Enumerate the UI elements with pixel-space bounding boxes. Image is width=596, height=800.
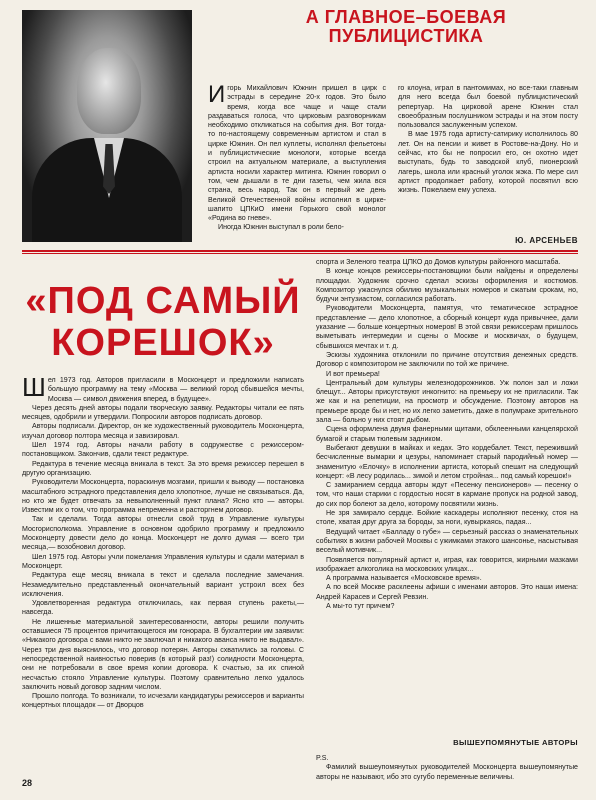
paragraph: спорта и Зеленого театра ЦПКО до Домов культуры районного масштаба. [316,258,561,266]
main-article-column-1 [22,372,304,711]
paragraph: А программа называется «Московское время». [326,574,482,583]
section-divider-thin [22,253,578,254]
page-number: 28 [22,778,33,788]
top-title-line1: А ГЛАВНОЕ–БОЕВАЯ [305,7,507,27]
paragraph: Авторы подписали. Директор, он же художественный руководитель Москонцерта, изучал договор полтора месяца и завизировал. [22,422,304,440]
main-article-column-2 [316,258,578,611]
paragraph: И вот премьера! [326,369,380,378]
portrait-head [77,48,141,134]
paragraph: Так и сделали. Тогда авторы отнесли свой труд в Управление культуры Мосгорисполкома. Управление в основном одобрило программу и предложило Москонцерту довести дело до конца. Москонцерт не долго думая — всего три месяца,— возобновил договор. [22,515,304,552]
top-title-line2: ПУБЛИЦИСТИКА [328,26,484,46]
paragraph: В конце концов режиссеры-постановщики были найдены и определены площадки. Художник срочно сделал эскизы оформления и костюмов. Композитор ужаснулся обилию музыкальных номеров и сжатым срокам, но, будучи энтузиастом, согласился работать. [316,267,578,304]
paragraph: Шел 1975 год. Авторы учли пожелания Управления культуры и сдали материал в Москонцерт. [22,552,304,570]
paragraph: Выбегают девушки в майках и кедах. Это кордебалет. Текст, переживший бесчисленные вымарки и цезуры, напоминает старый пародийный номер — знаменитую «Елочку» в исполнении артиста, который спешит на следующий концерт: «В лесу родилась... зимой и летом стройная... под самый корешок!» [316,443,578,480]
ps-text: Фамилий вышеупомянутых руководителей Москонцерта вышеупомянутые авторы не называют, ибо это сугубо переменные величины. [316,763,578,781]
paragraph: Шел 1973 год. Авторов пригласили в Москонцерт и предложили написать большую программу на тему «Москва — великий город сбывшейся мечты, Москва — символ движения вперед, в будущее». [22,372,304,403]
paragraph: Игорь Михайлович Южнин пришел в цирк с эстрады в середине 20-х годов. Это было время, когда все чаще и чаще стали раздаваться голоса, что цирковым разговорникам необходимо откликаться на события дня. Вот тогда-то по-настоящему современным артистом и стал в цирке Южнин. Он пел куплеты, исполнял фельетоны и публицистические монологи, которые всегда строил на актуальном материале, а выступления артиста носили характер митинга. Южнин говорил о том, чем дышали в те дни газеты, чем жила вся страна, весь народ. Так он в первый же день Великой Отечественной войны исполнил в цирке-шапито ЦПКиО имени Горького свой монолог «Родина во гневе». [208,81,386,223]
main-article-title: «ПОД САМЫЙ КОРЕШОК» [25,280,301,364]
paragraph: Центральный дом культуры железнодорожников. Уж полон зал и ложи блещут... Авторы присутствуют инкогнито: на премьеру их не пригласили. Так же как и на репетиции, на просмотр и обсуждение. Поэтому авторов на премьере вроде бы и нет, но их легко заметить, даже в полумраке зрительного зала — больно у них стоят дыбом. [316,378,578,425]
paragraph: го клоуна, играл в пантомимах, но все-таки главным для него всегда был боевой публицистический репертуар. На цирковой арене Южнин стал своеобразным послушником эстрады и на этом посту пользовался заслуженным успехом. [398,84,578,130]
paragraph: С замиранием сердца авторы ждут «Песенку пенсионеров» — песенку о том, что наши старики с гордостью носят в кармане пропуск на родной завод, до сих пор болеют за дело, которому посвятили жизнь. [316,481,578,508]
paragraph: Иногда Южнин выступал в роли бело- [218,223,344,232]
paragraph: А мы-то тут причем? [326,601,395,610]
paragraph: Сцена оформлена двумя фанерными щитами, обклеенными канцелярской бумагой и старым тюлевым задником. [316,425,578,443]
paragraph: Редактура в течение месяца вникала в текст. За это время режиссер перешел в другую организацию. [22,459,304,477]
top-article-title [226,8,586,46]
postscript [316,754,578,782]
paragraph: Появляется популярный артист и, играя, как говорится, жирными мазками изображает алкоголика на московских улицах... [316,555,578,573]
paragraph: А по всей Москве расклеены афиши с именами авторов. Это наши имена: Андрей Карасев и Сергей Ревзин. [316,583,578,601]
paragraph: Не зря замирало сердце. Бойкие каскадеры исполняют песенку, стоя на столе, хватая друг друга за бороды, за ноги, кувыркаясь, падая... [316,509,578,527]
paragraph: Ведущий читает «Балладу о губе» — серьезный рассказ о знаменательных событиях в жизни рабочей Москвы с ужимками этакого шансонье, насыстывая веселый мотивчик... [316,527,578,555]
drop-cap: И [208,81,226,108]
portrait-photo [22,10,192,242]
paragraph: В мае 1975 года артисту-сатирику исполнилось 80 лет. Он на пенсии и живет в Ростове-на-Дону. Но и сейчас, кто бы не попросил его, он охотно идет выступать, будь то заводской клуб, пионерский лагерь, школа или красный уголок жэка. По мере сил артист продолжает работу, которой посвятил всю жизнь. Пожелаем ему успеха. [398,130,578,195]
paragraph: Прошло полгода. То возникали, то исчезали кандидатуры режиссеров и варианты концертных площадок — от Дворцов [22,692,304,710]
paragraph: Удовлетворенная редактура отключилась, как первая ступень ракеты,— навсегда. [22,599,304,617]
authors-signature: ВЫШЕУПОМЯНУТЫЕ АВТОРЫ [453,738,578,747]
paragraph: Руководители Москонцерта, пораскинув мозгами, пришли к выводу — постановка масштабного эстрадного представления дело хлопотное, лучше не связываться. Да, но кто же будет отвечать за невыполненный пункт плана? Ясно кто — авторы. Известим их о том, что программа непременна и расторгнем договор. [22,478,304,515]
top-article-column-1 [208,81,386,233]
paragraph: Через десять дней авторы подали творческую заявку. Редакторы читали ее пять месяцев, одобрили и утвердили. Попросили авторов подписать договор. [22,403,304,422]
paragraph: Редактура еще месяц вникала в текст и сделала последние замечания. Незамедлительно представленный окончательный вариант устроил всех без исключения. [22,571,304,598]
paragraph: Эскизы художника отклонили по причине отсутствия денежных средств. Договор с композитором не заключили по той же причине. [316,350,578,369]
paragraph: Не лишенные материальной заинтересованности, авторы решили получить оставшиеся 75 процентов причитающегося им гонорара. В бухгалтерии им заявили: «Никакого договора с вами никто не заключал и никакого аванса никто не выдавал». Через три дня выяснилось, что договор потерян. Авторы схватились за головы. С непосредственной наивностью поверив (в который раз!) солидности Москонцерта, они не потребовали в свое время копии договора. К счастью, за их спиной несчастью стояло Управление культуры. Поэтому сравнительно легко удалось заключить новый договор задним числом. [22,617,304,691]
paragraph: Шел 1974 год. Авторы начали работу в содружестве с режиссером-постановщиком. Закончив, сдали текст редактуре. [22,441,304,459]
top-article-column-2 [398,84,578,196]
drop-cap: Ш [22,372,46,402]
paragraph: Руководители Москонцерта, памятуя, что тематическое эстрадное представление — дело хлопотное, а сборный концерт куда привычнее, дали указание — больше концертных номеров! В этой связи режиссерам пришлось выметывать интермедии и сцены о Москве и москвичах, о будущем, сбывшихся мечтах и т. д. [316,304,578,350]
author-signature: Ю. АРСЕНЬЕВ [515,236,578,245]
ps-label: P.S. [316,754,329,762]
